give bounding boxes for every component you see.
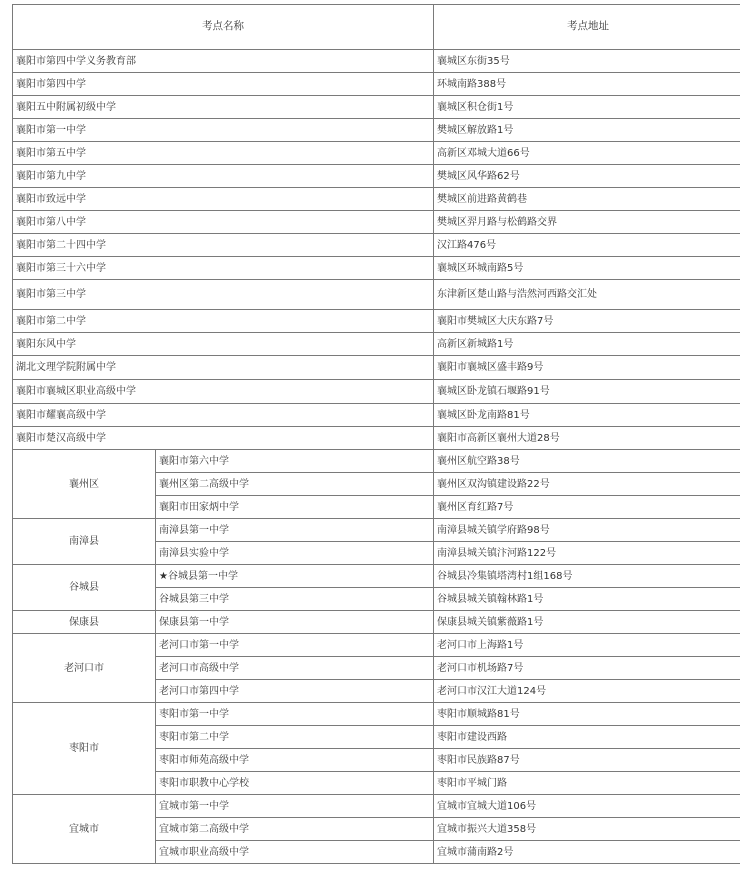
district-cell: 南漳县 [13, 519, 156, 565]
table-row [13, 380, 740, 404]
site-address-cell: 襄州区双沟镇建设路22号 [434, 473, 740, 496]
site-name-cell: 襄阳市第八中学 [13, 211, 434, 234]
site-address-cell: 南漳县城关镇汴河路122号 [434, 542, 740, 565]
site-address-cell: 襄城区积仓街1号 [434, 96, 740, 119]
site-address-cell: 老河口市机场路7号 [434, 657, 740, 680]
table-row [13, 165, 740, 188]
district-cell: 老河口市 [13, 634, 156, 703]
district-cell: 枣阳市 [13, 703, 156, 795]
site-name-cell: 襄阳市致远中学 [13, 188, 434, 211]
header-site-address: 考点地址 [434, 5, 740, 50]
table-row [13, 519, 740, 542]
site-name-cell: 南漳县实验中学 [156, 542, 434, 565]
site-address-cell: 枣阳市平城门路 [434, 772, 740, 795]
site-address-cell: 老河口市汉江大道124号 [434, 680, 740, 703]
table-row [13, 795, 740, 818]
site-name-cell: 襄阳市耀襄高级中学 [13, 404, 434, 427]
site-name-cell: 襄阳市第三十六中学 [13, 257, 434, 280]
site-name-cell: 襄阳市第三中学 [13, 280, 434, 310]
site-name-cell: 襄阳市第一中学 [13, 119, 434, 142]
site-name-cell: 枣阳市第二中学 [156, 726, 434, 749]
site-name-cell: 襄阳市襄城区职业高级中学 [13, 380, 434, 404]
site-address-cell: 枣阳市民族路87号 [434, 749, 740, 772]
site-name-cell: 襄阳市第五中学 [13, 142, 434, 165]
table-row [13, 96, 740, 119]
table-row [13, 333, 740, 356]
table-row [13, 119, 740, 142]
table-row [13, 611, 740, 634]
site-address-cell: 宜城市宜城大道106号 [434, 795, 740, 818]
header-site-name: 考点名称 [13, 5, 434, 50]
site-address-cell: 谷城县冷集镇塔湾村1组168号 [434, 565, 740, 588]
site-name-cell: 宜城市第一中学 [156, 795, 434, 818]
site-address-cell: 东津新区楚山路与浩然河西路交汇处 [434, 280, 740, 310]
site-address-cell: 樊城区羿月路与松鹤路交界 [434, 211, 740, 234]
site-name-cell: 枣阳市职教中心学校 [156, 772, 434, 795]
site-address-cell: 汉江路476号 [434, 234, 740, 257]
site-name-cell: 保康县第一中学 [156, 611, 434, 634]
site-name-cell: ★谷城县第一中学 [156, 565, 434, 588]
table-row [13, 565, 740, 588]
site-name-cell: 襄阳市楚汉高级中学 [13, 427, 434, 450]
site-address-cell: 襄城区环城南路5号 [434, 257, 740, 280]
site-address-cell: 襄城区卧龙镇石堰路91号 [434, 380, 740, 404]
site-name-cell: 襄阳市第二中学 [13, 310, 434, 333]
table-row [13, 356, 740, 380]
site-address-cell: 襄阳市高新区襄州大道28号 [434, 427, 740, 450]
district-cell: 襄州区 [13, 450, 156, 519]
table-row [13, 142, 740, 165]
site-address-cell: 南漳县城关镇学府路98号 [434, 519, 740, 542]
site-address-cell: 樊城区前进路黄鹤巷 [434, 188, 740, 211]
table-row [13, 280, 740, 310]
site-name-cell: 老河口市第一中学 [156, 634, 434, 657]
table-row [13, 427, 740, 450]
site-address-cell: 樊城区风华路62号 [434, 165, 740, 188]
table-row [13, 73, 740, 96]
site-name-cell: 襄阳东风中学 [13, 333, 434, 356]
site-address-cell: 枣阳市建设西路 [434, 726, 740, 749]
site-name-cell: 襄州区第二高级中学 [156, 473, 434, 496]
site-name-cell: 襄阳市第九中学 [13, 165, 434, 188]
table-row [13, 450, 740, 473]
site-name-cell: 襄阳市田家炳中学 [156, 496, 434, 519]
district-cell: 保康县 [13, 611, 156, 634]
site-name-cell: 襄阳五中附属初级中学 [13, 96, 434, 119]
table-row [13, 703, 740, 726]
district-cell: 谷城县 [13, 565, 156, 611]
table-row [13, 211, 740, 234]
site-address-cell: 高新区新城路1号 [434, 333, 740, 356]
site-name-cell: 襄阳市第二十四中学 [13, 234, 434, 257]
exam-sites-body [13, 50, 740, 864]
site-address-cell: 襄州区育红路7号 [434, 496, 740, 519]
site-address-cell: 襄城区东街35号 [434, 50, 740, 73]
site-address-cell: 枣阳市顺城路81号 [434, 703, 740, 726]
site-address-cell: 保康县城关镇紫薇路1号 [434, 611, 740, 634]
site-address-cell: 襄州区航空路38号 [434, 450, 740, 473]
exam-sites-sheet [12, 4, 740, 864]
site-address-cell: 襄阳市襄城区盛丰路9号 [434, 356, 740, 380]
site-name-cell: 襄阳市第六中学 [156, 450, 434, 473]
district-cell: 宜城市 [13, 795, 156, 864]
site-name-cell: 枣阳市第一中学 [156, 703, 434, 726]
table-row [13, 188, 740, 211]
site-name-cell: 襄阳市第四中学义务教育部 [13, 50, 434, 73]
table-row [13, 234, 740, 257]
site-name-cell: 老河口市第四中学 [156, 680, 434, 703]
site-address-cell: 宜城市蒲南路2号 [434, 841, 740, 864]
header-row [13, 5, 740, 50]
site-name-cell: 枣阳市师苑高级中学 [156, 749, 434, 772]
table-row [13, 310, 740, 333]
site-address-cell: 襄阳市樊城区大庆东路7号 [434, 310, 740, 333]
site-address-cell: 襄城区卧龙南路81号 [434, 404, 740, 427]
exam-sites-table [12, 4, 740, 864]
table-row [13, 404, 740, 427]
site-address-cell: 高新区邓城大道66号 [434, 142, 740, 165]
site-name-cell: 谷城县第三中学 [156, 588, 434, 611]
site-address-cell: 宜城市振兴大道358号 [434, 818, 740, 841]
site-name-cell: 宜城市第二高级中学 [156, 818, 434, 841]
site-name-cell: 湖北文理学院附属中学 [13, 356, 434, 380]
site-name-cell: 襄阳市第四中学 [13, 73, 434, 96]
site-address-cell: 樊城区解放路1号 [434, 119, 740, 142]
site-name-cell: 南漳县第一中学 [156, 519, 434, 542]
table-row [13, 257, 740, 280]
site-address-cell: 环城南路388号 [434, 73, 740, 96]
table-row [13, 50, 740, 73]
site-name-cell: 老河口市高级中学 [156, 657, 434, 680]
site-address-cell: 老河口市上海路1号 [434, 634, 740, 657]
site-address-cell: 谷城县城关镇翰林路1号 [434, 588, 740, 611]
site-name-cell: 宜城市职业高级中学 [156, 841, 434, 864]
table-row [13, 634, 740, 657]
